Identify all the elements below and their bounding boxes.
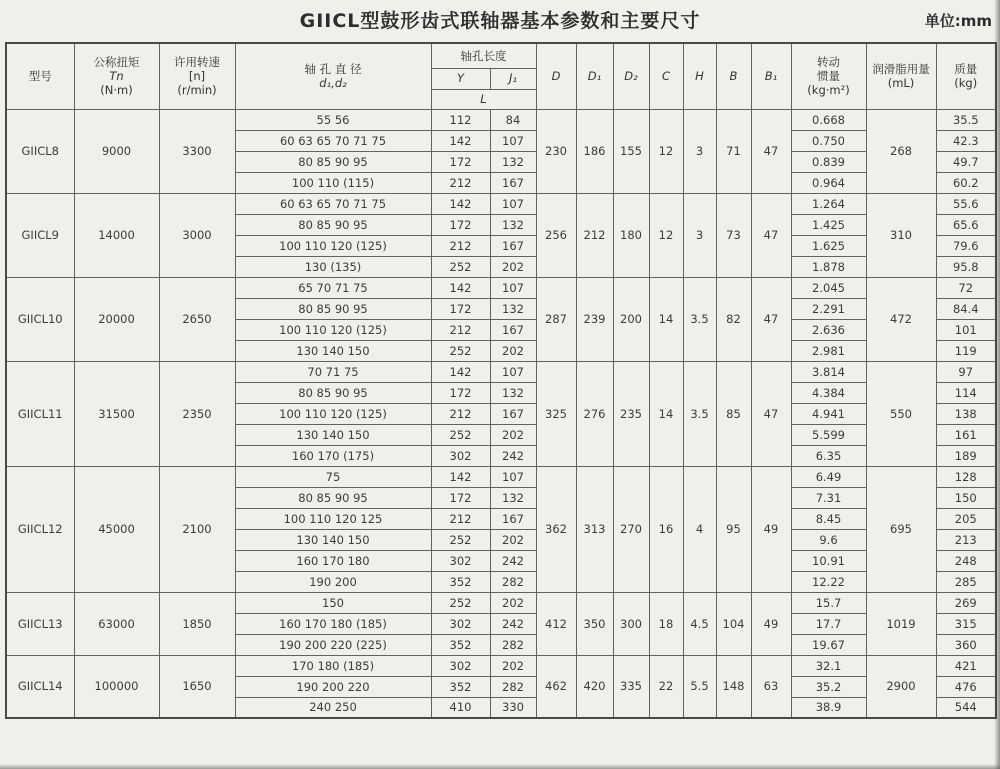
D-cell: 412	[536, 592, 576, 655]
length-J1-cell: 132	[490, 298, 536, 319]
length-J1-cell: 202	[490, 424, 536, 445]
length-Y-cell: 252	[431, 256, 490, 277]
bore-dia-header-line1: 轴 孔 直 径	[304, 61, 362, 76]
bore-diameters-cell: 160 170 180	[235, 550, 431, 571]
col-header-J1: J₁	[490, 68, 536, 89]
speed-cell: 2350	[159, 361, 235, 466]
model-cell: GIICL10	[6, 277, 74, 361]
bore-diameters-cell: 60 63 65 70 71 75	[235, 193, 431, 214]
grease-cell: 472	[866, 277, 936, 361]
length-J1-cell: 107	[490, 277, 536, 298]
bore-diameters-cell: 60 63 65 70 71 75	[235, 130, 431, 151]
col-header-grease	[866, 43, 936, 109]
length-Y-cell: 112	[431, 109, 490, 130]
col-header-mass	[936, 43, 996, 109]
length-J1-cell: 107	[490, 361, 536, 382]
grease-cell: 1019	[866, 592, 936, 655]
inertia-header-line3: (kg·m²)	[807, 83, 850, 98]
speed-header-line1: 许用转速	[174, 54, 220, 69]
col-header-D2: D₂	[613, 43, 649, 109]
length-J1-cell: 282	[490, 571, 536, 592]
D-cell: 325	[536, 361, 576, 466]
grease-cell: 310	[866, 193, 936, 277]
C-cell: 18	[649, 592, 683, 655]
inertia-cell: 9.6	[791, 529, 866, 550]
B-cell: 148	[716, 655, 751, 718]
inertia-cell: 8.45	[791, 508, 866, 529]
D1-cell: 186	[576, 109, 613, 193]
col-header-D1: D₁	[576, 43, 613, 109]
inertia-cell: 35.2	[791, 676, 866, 697]
mass-cell: 421	[936, 655, 996, 676]
length-J1-cell: 202	[490, 340, 536, 361]
length-Y-cell: 172	[431, 487, 490, 508]
speed-cell: 2650	[159, 277, 235, 361]
table-row	[6, 592, 996, 613]
inertia-cell: 4.384	[791, 382, 866, 403]
H-cell: 4.5	[683, 592, 716, 655]
bore-diameters-cell: 130 (135)	[235, 256, 431, 277]
col-header-torque	[74, 43, 159, 109]
length-J1-cell: 107	[490, 193, 536, 214]
B1-cell: 47	[751, 277, 791, 361]
bore-diameters-cell: 160 170 180 (185)	[235, 613, 431, 634]
length-Y-cell: 252	[431, 592, 490, 613]
length-Y-cell: 212	[431, 403, 490, 424]
length-Y-cell: 302	[431, 655, 490, 676]
length-Y-cell: 212	[431, 235, 490, 256]
D1-cell: 313	[576, 466, 613, 592]
D-cell: 462	[536, 655, 576, 718]
bore-diameters-cell: 170 180 (185)	[235, 655, 431, 676]
inertia-cell: 17.7	[791, 613, 866, 634]
scan-edge-bottom	[0, 764, 1000, 769]
length-J1-cell: 282	[490, 676, 536, 697]
length-Y-cell: 142	[431, 130, 490, 151]
bore-diameters-cell: 240 250	[235, 697, 431, 718]
mass-cell: 119	[936, 340, 996, 361]
B-cell: 82	[716, 277, 751, 361]
grease-header-line1: 润滑脂用量	[872, 61, 930, 76]
bore-diameters-cell: 80 85 90 95	[235, 298, 431, 319]
length-Y-cell: 142	[431, 277, 490, 298]
unit-label: 单位:mm	[924, 12, 992, 30]
mass-cell: 269	[936, 592, 996, 613]
mass-cell: 35.5	[936, 109, 996, 130]
inertia-cell: 3.814	[791, 361, 866, 382]
speed-cell: 3300	[159, 109, 235, 193]
bore-diameters-cell: 80 85 90 95	[235, 487, 431, 508]
col-header-speed	[159, 43, 235, 109]
bore-diameters-cell: 100 110 120 (125)	[235, 403, 431, 424]
length-J1-cell: 167	[490, 235, 536, 256]
inertia-cell: 5.599	[791, 424, 866, 445]
grease-cell: 550	[866, 361, 936, 466]
speed-header-line3: (r/min)	[177, 83, 217, 98]
bore-diameters-cell: 80 85 90 95	[235, 151, 431, 172]
bore-dia-header-line2: d₁,d₂	[319, 76, 347, 91]
mass-cell: 60.2	[936, 172, 996, 193]
inertia-cell: 0.839	[791, 151, 866, 172]
B1-cell: 47	[751, 193, 791, 277]
inertia-cell: 15.7	[791, 592, 866, 613]
B1-cell: 49	[751, 466, 791, 592]
mass-cell: 248	[936, 550, 996, 571]
model-cell: GIICL8	[6, 109, 74, 193]
torque-cell: 14000	[74, 193, 159, 277]
col-header-D: D	[536, 43, 576, 109]
length-Y-cell: 302	[431, 550, 490, 571]
inertia-cell: 0.964	[791, 172, 866, 193]
col-header-B: B	[716, 43, 751, 109]
D-cell: 256	[536, 193, 576, 277]
bore-diameters-cell: 55 56	[235, 109, 431, 130]
D1-cell: 420	[576, 655, 613, 718]
length-J1-cell: 202	[490, 529, 536, 550]
torque-cell: 31500	[74, 361, 159, 466]
col-header-Y: Y	[431, 68, 490, 89]
mass-cell: 315	[936, 613, 996, 634]
length-J1-cell: 242	[490, 613, 536, 634]
length-J1-cell: 107	[490, 466, 536, 487]
title-row	[0, 6, 1000, 36]
col-header-B1: B₁	[751, 43, 791, 109]
torque-header-line1: 公称扭矩	[93, 54, 140, 69]
mass-cell: 84.4	[936, 298, 996, 319]
H-cell: 3.5	[683, 277, 716, 361]
torque-header-line3: (N·m)	[100, 83, 133, 98]
C-cell: 14	[649, 277, 683, 361]
length-Y-cell: 352	[431, 676, 490, 697]
D1-cell: 350	[576, 592, 613, 655]
length-J1-cell: 167	[490, 508, 536, 529]
torque-cell: 63000	[74, 592, 159, 655]
mass-cell: 189	[936, 445, 996, 466]
D-cell: 362	[536, 466, 576, 592]
model-cell: GIICL14	[6, 655, 74, 718]
table-row	[6, 361, 996, 382]
bore-length-header-label: 轴孔长度	[460, 48, 507, 63]
table-body	[6, 109, 996, 718]
model-cell: GIICL9	[6, 193, 74, 277]
D-cell: 230	[536, 109, 576, 193]
mass-cell: 79.6	[936, 235, 996, 256]
mass-cell: 138	[936, 403, 996, 424]
D2-cell: 200	[613, 277, 649, 361]
mass-cell: 55.6	[936, 193, 996, 214]
B-cell: 85	[716, 361, 751, 466]
D2-cell: 300	[613, 592, 649, 655]
bore-diameters-cell: 65 70 71 75	[235, 277, 431, 298]
H-cell: 3	[683, 193, 716, 277]
mass-cell: 213	[936, 529, 996, 550]
length-Y-cell: 252	[431, 529, 490, 550]
length-J1-cell: 330	[490, 697, 536, 718]
length-J1-cell: 84	[490, 109, 536, 130]
H-cell: 5.5	[683, 655, 716, 718]
model-cell: GIICL11	[6, 361, 74, 466]
D-cell: 287	[536, 277, 576, 361]
length-J1-cell: 202	[490, 655, 536, 676]
table-row	[6, 277, 996, 298]
col-header-bore-diameter	[235, 43, 431, 109]
col-header-C: C	[649, 43, 683, 109]
B1-cell: 47	[751, 361, 791, 466]
model-cell: GIICL12	[6, 466, 74, 592]
H-cell: 3	[683, 109, 716, 193]
model-cell: GIICL13	[6, 592, 74, 655]
bore-diameters-cell: 70 71 75	[235, 361, 431, 382]
mass-cell: 49.7	[936, 151, 996, 172]
bore-diameters-cell: 190 200 220 (225)	[235, 634, 431, 655]
col-header-model-label: 型号	[28, 69, 52, 84]
inertia-cell: 0.668	[791, 109, 866, 130]
length-Y-cell: 252	[431, 424, 490, 445]
inertia-cell: 10.91	[791, 550, 866, 571]
D1-cell: 276	[576, 361, 613, 466]
length-Y-cell: 142	[431, 466, 490, 487]
mass-cell: 42.3	[936, 130, 996, 151]
bore-diameters-cell: 100 110 (115)	[235, 172, 431, 193]
length-J1-cell: 167	[490, 403, 536, 424]
speed-cell: 2100	[159, 466, 235, 592]
inertia-cell: 19.67	[791, 634, 866, 655]
bore-diameters-cell: 80 85 90 95	[235, 382, 431, 403]
torque-cell: 9000	[74, 109, 159, 193]
length-Y-cell: 142	[431, 361, 490, 382]
length-Y-cell: 302	[431, 613, 490, 634]
inertia-cell: 38.9	[791, 697, 866, 718]
C-cell: 12	[649, 109, 683, 193]
mass-cell: 161	[936, 424, 996, 445]
inertia-cell: 6.35	[791, 445, 866, 466]
col-header-model	[6, 43, 74, 109]
length-Y-cell: 172	[431, 298, 490, 319]
C-cell: 16	[649, 466, 683, 592]
mass-cell: 114	[936, 382, 996, 403]
length-Y-cell: 172	[431, 214, 490, 235]
inertia-cell: 2.291	[791, 298, 866, 319]
D2-cell: 155	[613, 109, 649, 193]
length-J1-cell: 242	[490, 550, 536, 571]
table-row	[6, 655, 996, 676]
inertia-cell: 1.878	[791, 256, 866, 277]
bore-diameters-cell: 190 200	[235, 571, 431, 592]
bore-diameters-cell: 100 110 120 (125)	[235, 319, 431, 340]
H-cell: 3.5	[683, 361, 716, 466]
inertia-cell: 1.625	[791, 235, 866, 256]
length-J1-cell: 107	[490, 130, 536, 151]
length-J1-cell: 282	[490, 634, 536, 655]
length-Y-cell: 302	[431, 445, 490, 466]
inertia-cell: 2.636	[791, 319, 866, 340]
D2-cell: 235	[613, 361, 649, 466]
inertia-header-line1: 转动	[817, 54, 840, 69]
mass-cell: 205	[936, 508, 996, 529]
length-J1-cell: 202	[490, 592, 536, 613]
speed-cell: 3000	[159, 193, 235, 277]
page-title: GIICL型鼓形齿式联轴器基本参数和主要尺寸	[299, 10, 701, 32]
length-Y-cell: 142	[431, 193, 490, 214]
inertia-header-line2: 惯量	[817, 69, 840, 84]
bore-diameters-cell: 130 140 150	[235, 424, 431, 445]
length-Y-cell: 252	[431, 340, 490, 361]
bore-diameters-cell: 150	[235, 592, 431, 613]
length-Y-cell: 352	[431, 571, 490, 592]
col-header-bore-length	[431, 43, 536, 68]
col-header-L: L	[431, 89, 536, 109]
D2-cell: 335	[613, 655, 649, 718]
D1-cell: 212	[576, 193, 613, 277]
inertia-cell: 0.750	[791, 130, 866, 151]
length-J1-cell: 132	[490, 487, 536, 508]
length-Y-cell: 212	[431, 172, 490, 193]
torque-cell: 45000	[74, 466, 159, 592]
B-cell: 71	[716, 109, 751, 193]
length-Y-cell: 172	[431, 151, 490, 172]
bore-diameters-cell: 100 110 120 125	[235, 508, 431, 529]
length-Y-cell: 212	[431, 508, 490, 529]
bore-diameters-cell: 130 140 150	[235, 529, 431, 550]
mass-cell: 360	[936, 634, 996, 655]
mass-cell: 150	[936, 487, 996, 508]
inertia-cell: 6.49	[791, 466, 866, 487]
C-cell: 22	[649, 655, 683, 718]
torque-cell: 100000	[74, 655, 159, 718]
inertia-cell: 2.981	[791, 340, 866, 361]
B-cell: 73	[716, 193, 751, 277]
mass-header-line2: (kg)	[954, 76, 978, 91]
col-header-H: H	[683, 43, 716, 109]
length-Y-cell: 212	[431, 319, 490, 340]
inertia-cell: 7.31	[791, 487, 866, 508]
mass-cell: 72	[936, 277, 996, 298]
col-header-inertia	[791, 43, 866, 109]
length-Y-cell: 410	[431, 697, 490, 718]
mass-cell: 128	[936, 466, 996, 487]
coupling-spec-table	[5, 42, 997, 719]
length-Y-cell: 352	[431, 634, 490, 655]
length-J1-cell: 202	[490, 256, 536, 277]
mass-cell: 65.6	[936, 214, 996, 235]
bore-diameters-cell: 130 140 150	[235, 340, 431, 361]
mass-cell: 285	[936, 571, 996, 592]
bore-diameters-cell: 80 85 90 95	[235, 214, 431, 235]
C-cell: 12	[649, 193, 683, 277]
bore-diameters-cell: 160 170 (175)	[235, 445, 431, 466]
mass-cell: 476	[936, 676, 996, 697]
inertia-cell: 4.941	[791, 403, 866, 424]
mass-header-line1: 质量	[954, 61, 978, 76]
length-J1-cell: 132	[490, 151, 536, 172]
length-J1-cell: 167	[490, 172, 536, 193]
length-Y-cell: 172	[431, 382, 490, 403]
mass-cell: 95.8	[936, 256, 996, 277]
table-row	[6, 193, 996, 214]
mass-cell: 544	[936, 697, 996, 718]
length-J1-cell: 242	[490, 445, 536, 466]
torque-header-line2: Tn	[109, 69, 124, 84]
bore-diameters-cell: 100 110 120 (125)	[235, 235, 431, 256]
speed-header-line2: [n]	[188, 69, 206, 84]
length-J1-cell: 132	[490, 382, 536, 403]
B1-cell: 49	[751, 592, 791, 655]
D2-cell: 270	[613, 466, 649, 592]
inertia-cell: 2.045	[791, 277, 866, 298]
B1-cell: 47	[751, 109, 791, 193]
inertia-cell: 1.264	[791, 193, 866, 214]
grease-header-line2: (mL)	[887, 76, 915, 91]
B-cell: 95	[716, 466, 751, 592]
length-J1-cell: 132	[490, 214, 536, 235]
length-J1-cell: 167	[490, 319, 536, 340]
D2-cell: 180	[613, 193, 649, 277]
bore-diameters-cell: 75	[235, 466, 431, 487]
speed-cell: 1850	[159, 592, 235, 655]
C-cell: 14	[649, 361, 683, 466]
H-cell: 4	[683, 466, 716, 592]
table-row	[6, 466, 996, 487]
grease-cell: 268	[866, 109, 936, 193]
inertia-cell: 12.22	[791, 571, 866, 592]
mass-cell: 101	[936, 319, 996, 340]
table-header	[6, 43, 996, 109]
speed-cell: 1650	[159, 655, 235, 718]
bore-diameters-cell: 190 200 220	[235, 676, 431, 697]
B1-cell: 63	[751, 655, 791, 718]
grease-cell: 695	[866, 466, 936, 592]
D1-cell: 239	[576, 277, 613, 361]
inertia-cell: 1.425	[791, 214, 866, 235]
inertia-cell: 32.1	[791, 655, 866, 676]
torque-cell: 20000	[74, 277, 159, 361]
table-row	[6, 109, 996, 130]
mass-cell: 97	[936, 361, 996, 382]
B-cell: 104	[716, 592, 751, 655]
grease-cell: 2900	[866, 655, 936, 718]
